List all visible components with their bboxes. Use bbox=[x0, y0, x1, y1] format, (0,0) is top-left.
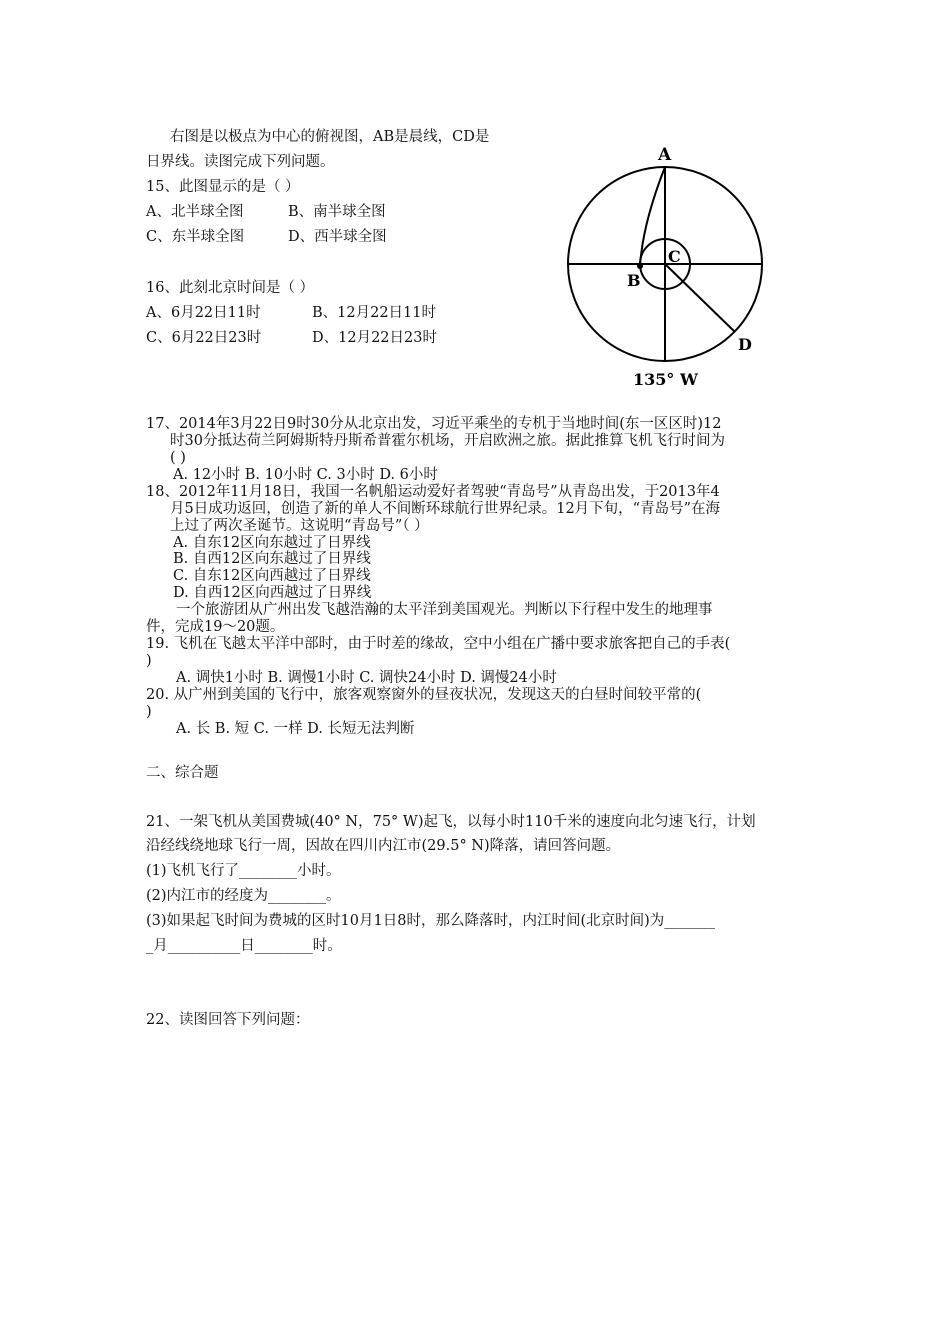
q15-option-c: C、东半球全图 bbox=[146, 229, 245, 245]
polar-view-diagram bbox=[560, 140, 780, 390]
label-b: B bbox=[627, 271, 641, 290]
q18-line1: 18、2012年11月18日，我国一名帆船运动爱好者驾驶“青岛号”从青岛出发，于2013年4 bbox=[146, 484, 720, 500]
q21-line1: 21、一架飞机从美国费城(40° N，75° W)起飞，以每小时110千米的速度向北匀速飞行，计划 bbox=[146, 814, 756, 830]
q18-option-d: D. 自西12区向西越过了日界线 bbox=[173, 585, 372, 601]
section2-heading: 二、综合题 bbox=[146, 765, 219, 781]
q21-sub1: (1)飞机飞行了________小时。 bbox=[146, 863, 341, 879]
longitude-label: 135° W bbox=[633, 370, 698, 389]
q21-sub3-line2: _月__________日________时。 bbox=[146, 938, 342, 954]
q20-line1: 20. 从广州到美国的飞行中，旅客观察窗外的昼夜状况，发现这天的白昼时间较平常的( bbox=[146, 687, 702, 703]
q16-option-c: C、6月22日23时 bbox=[146, 330, 262, 346]
date-line-cd bbox=[665, 264, 735, 332]
q21-sub3-line1: (3)如果起飞时间为费城的区时10月1日8时，那么降落时，内江时间(北京时间)为_______ bbox=[146, 913, 716, 929]
q20-options: A. 长 B. 短 C. 一样 D. 长短无法判断 bbox=[176, 721, 415, 737]
q15-option-d: D、西半球全图 bbox=[288, 229, 387, 245]
q17-line3: ( ) bbox=[170, 450, 186, 466]
q16-option-d: D、12月22日23时 bbox=[312, 330, 437, 346]
intro-text-line1: 右图是以极点为中心的俯视图，AB是晨线，CD是 bbox=[170, 129, 490, 145]
q18-option-c: C. 自东12区向西越过了日界线 bbox=[173, 568, 371, 584]
point-b-marker bbox=[637, 263, 643, 269]
q17-line1: 17、2014年3月22日9时30分从北京出发，习近平乘坐的专机于当地时间(东一区区时)12 bbox=[146, 416, 722, 432]
q15-option-a: A、北半球全图 bbox=[146, 204, 244, 220]
q15-option-b: B、南半球全图 bbox=[288, 204, 386, 220]
q21-line2: 沿经线绕地球飞行一周，因故在四川内江市(29.5° N)降落，请回答问题。 bbox=[146, 838, 621, 854]
label-c: C bbox=[668, 247, 681, 266]
q19-line1: 19. 飞机在飞越太平洋中部时，由于时差的缘故，空中小组在广播中要求旅客把自己的手表( bbox=[146, 636, 731, 652]
q18-option-a: A. 自东12区向东越过了日界线 bbox=[173, 535, 371, 551]
q21-sub2: (2)内江市的经度为________。 bbox=[146, 888, 341, 904]
q22-stem: 22、读图回答下列问题： bbox=[146, 1012, 310, 1028]
passage-line1: 一个旅游团从广州出发飞越浩瀚的太平洋到美国观光。判断以下行程中发生的地理事 bbox=[176, 602, 713, 618]
q16-option-b: B、12月22日11时 bbox=[312, 305, 437, 321]
q17-line2: 时30分抵达荷兰阿姆斯特丹斯希普霍尔机场，开启欧洲之旅。据此推算飞机飞行时间为 bbox=[170, 433, 725, 449]
q15-stem: 15、此图显示的是（ ） bbox=[146, 179, 300, 195]
q18-line3: 上过了两次圣诞节。这说明“青岛号”（ ） bbox=[170, 518, 429, 534]
q19-line2: ) bbox=[146, 653, 152, 669]
q20-line2: ) bbox=[146, 704, 152, 720]
q18-option-b: B. 自西12区向东越过了日界线 bbox=[173, 551, 371, 567]
label-d: D bbox=[738, 335, 752, 354]
intro-text-line2: 日界线。读图完成下列问题。 bbox=[146, 154, 335, 170]
q16-stem: 16、此刻北京时间是（ ） bbox=[146, 280, 315, 296]
label-a: A bbox=[658, 145, 672, 165]
q16-option-a: A、6月22日11时 bbox=[146, 305, 261, 321]
q19-options: A. 调快1小时 B. 调慢1小时 C. 调快24小时 D. 调慢24小时 bbox=[176, 670, 557, 686]
q18-line2: 月5日成功返回，创造了新的单人不间断环球航行世界纪录。12月下旬，“青岛号”在海 bbox=[170, 501, 720, 517]
q17-options: A. 12小时 B. 10小时 C. 3小时 D. 6小时 bbox=[173, 467, 438, 483]
passage-line2: 件，完成19～20题。 bbox=[146, 619, 285, 635]
